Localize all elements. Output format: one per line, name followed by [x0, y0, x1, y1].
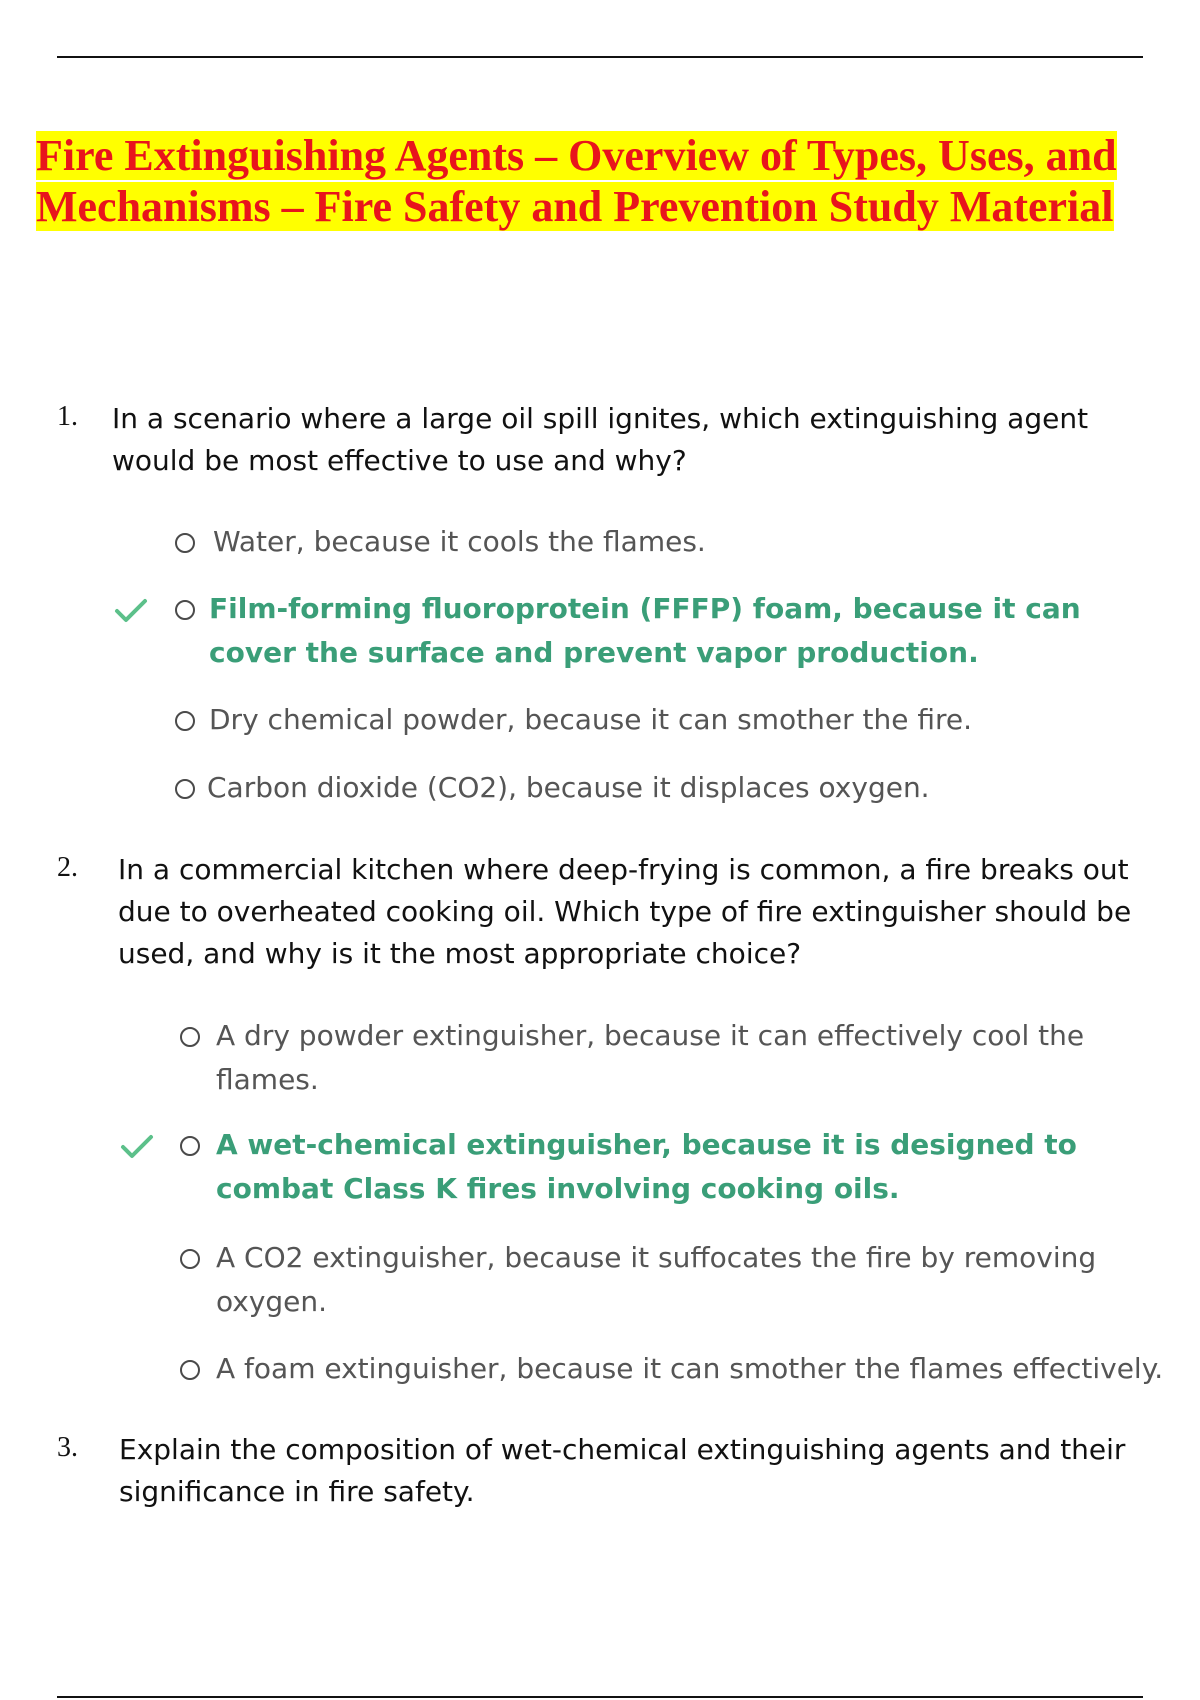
- option-text: Carbon dioxide (CO2), because it displaces oxygen.: [207, 771, 930, 804]
- radio-circle-icon[interactable]: [175, 533, 195, 553]
- question-text: Explain the composition of wet-chemical extinguishing agents and their significance in fire safety.: [119, 1433, 1126, 1508]
- footer-rule: [57, 1696, 1143, 1698]
- question-text: In a scenario where a large oil spill ignites, which extinguishing agent would be most effective to use and why?: [112, 402, 1089, 477]
- option-text: A foam extinguisher, because it can smother the flames effectively.: [216, 1352, 1164, 1385]
- question-number: 2.: [57, 852, 78, 883]
- option-text: A dry powder extinguisher, because it can effectively cool the flames.: [216, 1019, 1085, 1096]
- check-icon: [120, 1134, 154, 1160]
- question-number: 1.: [57, 401, 78, 432]
- question-number: 3.: [57, 1432, 78, 1463]
- option-text: Film-forming fluoroprotein (FFFP) foam, because it can cover the surface and prevent vapor production.: [209, 592, 1081, 669]
- radio-circle-icon[interactable]: [175, 779, 195, 799]
- radio-circle-icon[interactable]: [175, 600, 195, 620]
- option-text: A CO2 extinguisher, because it suffocates the fire by removing oxygen.: [216, 1241, 1097, 1318]
- document-title: [36, 130, 1166, 232]
- radio-circle-icon[interactable]: [180, 1360, 200, 1380]
- option-text: Dry chemical powder, because it can smother the fire.: [209, 703, 973, 736]
- radio-circle-icon[interactable]: [175, 711, 195, 731]
- header-rule: [57, 56, 1143, 58]
- document-title-text: Fire Extinguishing Agents – Overview of Types, Uses, and Mechanisms – Fire Safety and Prevention Study Material: [36, 131, 1117, 231]
- question-text: In a commercial kitchen where deep-frying is common, a fire breaks out due to overheated cooking oil. Which type of fire extinguisher should be used, and why is it the most appropriate choice?: [118, 853, 1132, 970]
- check-icon: [114, 598, 148, 624]
- option-text: Water, because it cools the flames.: [213, 525, 706, 558]
- radio-circle-icon[interactable]: [180, 1249, 200, 1269]
- radio-circle-icon[interactable]: [180, 1136, 200, 1156]
- option-text: A wet-chemical extinguisher, because it is designed to combat Class K fires involving cooking oils.: [216, 1128, 1077, 1205]
- radio-circle-icon[interactable]: [180, 1027, 200, 1047]
